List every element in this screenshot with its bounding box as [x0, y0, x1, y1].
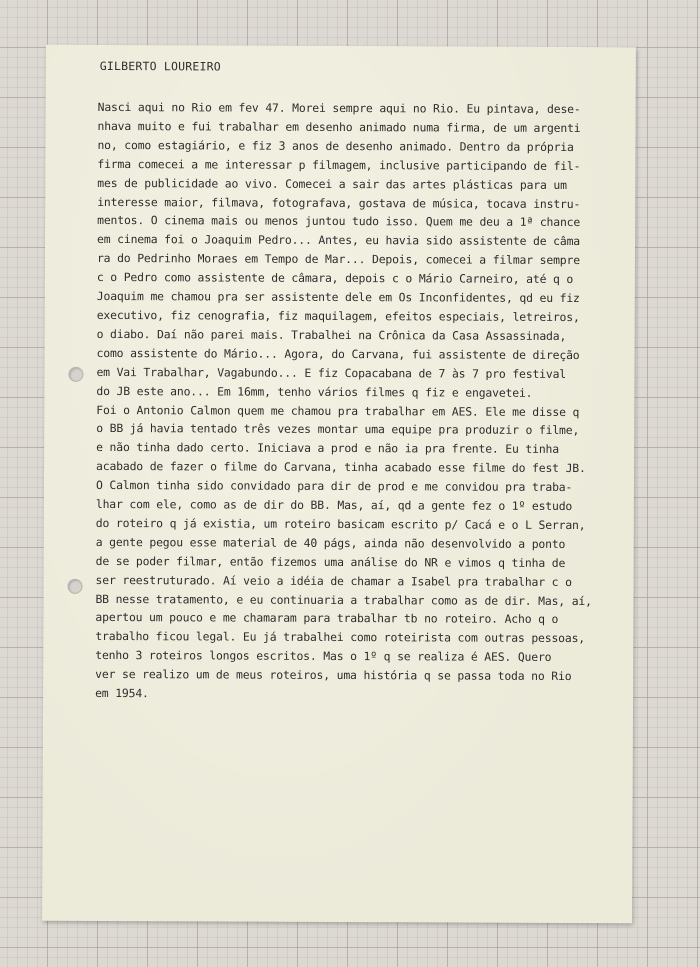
text-line: em Vai Trabalhar, Vagabundo... E fiz Copacabana de 7 às 7 pro festival — [96, 364, 567, 381]
text-line: Nasci aqui no Rio em fev 47. Morei sempre aqui no Rio. Eu pintava, dese- — [97, 99, 581, 117]
text-line: interesse maior, filmava, fotografava, gostava de música, tocava instru- — [97, 194, 581, 211]
text-line: acabado de fazer o filme do Carvana, tinha acabado esse filme do fest JB. — [96, 459, 586, 476]
text-line: de se poder filmar, então fizemos uma análise do NR e vimos q tinha de — [95, 553, 566, 570]
text-line: executivo, fiz cenografia, fiz maquilagem, efeitos especiais, letreiros, — [96, 307, 580, 325]
text-line: ver se realizo um de meus roteiros, uma história q se passa toda no Rio — [95, 667, 572, 684]
punch-hole-top — [68, 367, 83, 382]
text-line: nhava muito e fui trabalhar em desenho animado numa firma, de um argenti — [97, 118, 581, 135]
text-line: ra do Pedrinho Moraes em Tempo de Mar... Depois, comecei a filmar sempre — [96, 251, 580, 268]
text-line: c o Pedro como assistente de câmara, depois c o Mário Carneiro, até q o — [96, 270, 574, 287]
typed-text-body — [95, 98, 633, 705]
text-line: firma comecei a me interessar p filmagem, inclusive participando de fil- — [97, 156, 581, 173]
text-line: apertou um pouco e me chamaram para trabalhar tb no roteiro. Acho q o — [95, 610, 559, 627]
text-line: BB nesse tratamento, e eu continuaria a trabalhar como as de dir. Mas, aí, — [95, 591, 592, 608]
text-line: trabalho ficou legal. Eu já trabalhei como roteirista com outras pessoas, — [95, 629, 586, 646]
punch-hole-bottom — [68, 579, 83, 594]
text-line: ser reestruturado. Aí veio a idéia de chamar a Isabel pra trabalhar c o — [95, 572, 572, 589]
text-line: tenho 3 roteiros longos escritos. Mas o 1º q se realiza é AES. Quero — [95, 648, 552, 665]
text-line: Joaquim me chamou pra ser assistente dele em Os Inconfidentes, qd eu fiz — [96, 289, 580, 306]
text-line: no, como estagiário, e fiz 3 anos de desenho animado. Dentro da própria — [97, 137, 574, 154]
text-line: o BB já havia tentado três vezes montar uma equipe pra produzir o filme, — [96, 421, 580, 438]
text-line: mentos. O cinema mais ou menos juntou tudo isso. Quem me deu a 1ª chance — [97, 213, 581, 230]
text-line: Foi o Antonio Calmon quem me chamou pra trabalhar em AES. Ele me disse q — [96, 402, 580, 419]
text-line: e não tinha dado certo. Iniciava a prod e não ia pra frente. Eu tinha — [96, 440, 560, 457]
typewritten-page — [42, 45, 636, 924]
text-line: em 1954. — [95, 686, 149, 701]
text-line: a gente pegou esse material de 40 págs, ainda não desenvolvido a ponto — [95, 534, 566, 551]
text-line: como assistente do Mário... Agora, do Carvana, fui assistente de direção — [96, 345, 580, 362]
text-line: lhar com ele, como as de dir do BB. Mas, aí, qd a gente fez o 1º estudo — [95, 496, 573, 514]
text-line: O Calmon tinha sido convidado para dir de prod e me convidou pra traba- — [95, 478, 573, 495]
text-line: do roteiro q já existia, um roteiro basicam escrito p/ Cacá e o L Serran, — [95, 515, 586, 533]
text-line: em cinema foi o Joaquim Pedro... Antes, eu havia sido assistente de câma — [97, 232, 581, 249]
author-heading: GILBERTO LOUREIRO — [99, 58, 221, 74]
text-line: mes de publicidade ao vivo. Comecei a sair das artes plásticas para um — [97, 175, 567, 192]
text-line: o diabo. Daí não parei mais. Trabalhei na Crônica da Casa Assassinada, — [96, 326, 567, 343]
text-line: do JB este ano... Em 16mm, tenho vários filmes q fiz e engavetei. — [96, 383, 533, 400]
